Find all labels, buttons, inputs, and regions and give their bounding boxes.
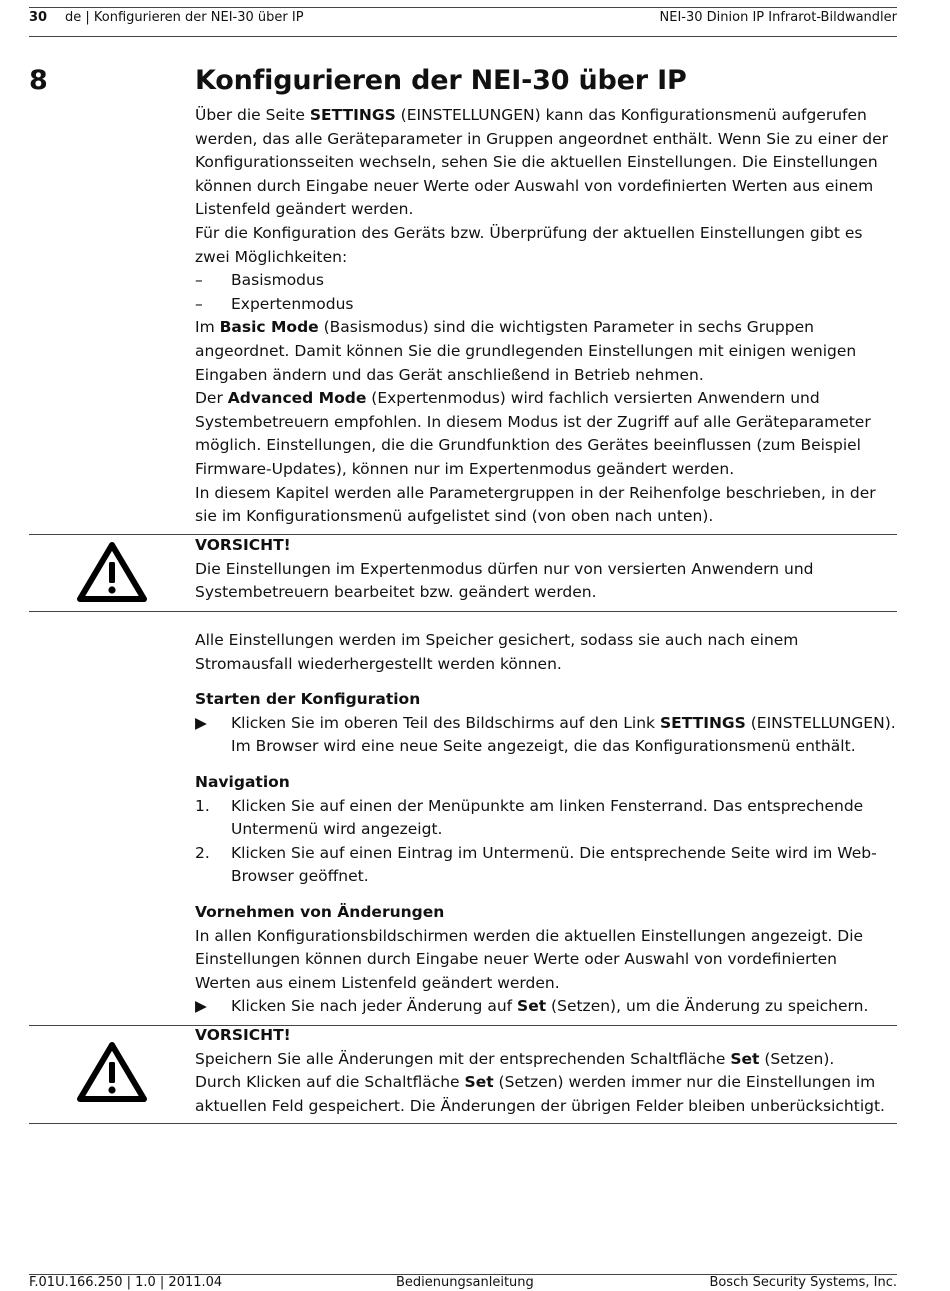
footer-company: Bosch Security Systems, Inc.	[709, 1275, 897, 1290]
arrow-icon: ▶	[195, 713, 207, 732]
header-section-text: de | Konfigurieren der NEI-30 über IP	[65, 10, 304, 25]
start-step: ▶ Klicken Sie im oberen Teil des Bildschirms auf den Link SETTINGS (EINSTELLUNGEN). Im Browser wird eine neue Seite angezeigt, die das Konfigurationsmenü enthält.	[195, 713, 896, 756]
footer-doc-id: F.01U.166.250 | 1.0 | 2011.04	[29, 1275, 223, 1290]
chapter-scope-paragraph: In diesem Kapitel werden alle Parametergruppen in der Reihenfolge beschrieben, in der sie im Konfigurationsmenü aufgelistet sind (von oben nach unten).	[195, 483, 876, 526]
caution-bottom-rule	[29, 611, 897, 612]
chapter-title: Konfigurieren der NEI-30 über IP	[195, 65, 687, 96]
intro-section	[195, 104, 897, 529]
list-item: – Expertenmodus	[195, 294, 354, 313]
arrow-icon: ▶	[195, 997, 207, 1016]
changes-section	[195, 901, 897, 1019]
changes-step: ▶ Klicken Sie nach jeder Änderung auf Set (Setzen), um die Änderung zu speichern.	[195, 995, 897, 1019]
start-heading: Starten der Konfiguration	[195, 690, 421, 708]
intro-paragraph-1: Über die Seite SETTINGS (EINSTELLUNGEN) kann das Konfigurationsmenü aufgerufen werden, das alle Geräteparameter in Gruppen angeordnet enthält. Wenn Sie zu einer der Konfigurationsseiten wechseln, sehen Sie die aktuellen Einstellungen. Die Einstellungen können durch Eingabe neuer Werte oder Auswahl von vordefinierten Werten aus einem Listenfeld geändert werden.	[195, 106, 889, 219]
navigation-heading: Navigation	[195, 773, 290, 791]
caution-line-1: Speichern Sie alle Änderungen mit der entsprechenden Schaltfläche Set (Setzen).	[195, 1049, 835, 1068]
memory-note-text: Alle Einstellungen werden im Speicher gesichert, sodass sie auch nach einem Stromausfall wiederhergestellt werden können.	[195, 631, 799, 673]
header-top-rule	[29, 7, 897, 8]
header-bottom-rule	[29, 36, 897, 37]
list-item: 1. Klicken Sie auf einen der Menüpunkte am linken Fensterrand. Das entsprechende Untermenü wird angezeigt.	[195, 796, 864, 839]
list-item: 2. Klicken Sie auf einen Eintrag im Untermenü. Die entsprechende Seite wird im Web-Browser geöffnet.	[195, 843, 877, 886]
caution-box	[195, 534, 897, 605]
caution-title: VORSICHT!	[195, 536, 291, 554]
caution-line-2: Durch Klicken auf die Schaltfläche Set (Setzen) werden immer nur die Einstellungen im aktuellen Feld gespeichert. Die Änderungen der übrigen Felder bleiben unberücksichtigt.	[195, 1073, 885, 1115]
navigation-section	[195, 771, 897, 889]
caution-text: Die Einstellungen im Expertenmodus dürfen nur von versierten Anwendern und Systembetreuern bearbeitet bzw. geändert werden.	[195, 559, 814, 602]
footer-doc-type: Bedienungsanleitung	[396, 1275, 534, 1290]
intro-paragraph-2: Für die Konfiguration des Geräts bzw. Überprüfung der aktuellen Einstellungen gibt es zwei Möglichkeiten:	[195, 223, 863, 266]
header-product-text: NEI-30 Dinion IP Infrarot-Bildwandler	[659, 10, 897, 25]
warning-triangle-icon	[76, 540, 148, 604]
caution-bottom-rule	[29, 1123, 897, 1124]
memory-note	[195, 629, 897, 676]
start-section	[195, 688, 897, 759]
advanced-mode-paragraph: Der Advanced Mode (Expertenmodus) wird fachlich versierten Anwendern und Systembetreuern empfohlen. In diesem Modus ist der Zugriff auf alle Geräteparameter möglich. Einstellungen, die die Grundfunktion des Gerätes beeinflussen (zum Beispiel Firmware-Updates), können nur im Expertenmodus geändert werden.	[195, 389, 871, 478]
basic-mode-paragraph: Im Basic Mode (Basismodus) sind die wichtigsten Parameter in sechs Gruppen angeordnet. Damit können Sie die grundlegenden Einstellungen mit einigen wenigen Eingaben ändern und das Gerät anschließend in Betrieb nehmen.	[195, 318, 857, 384]
caution-box	[195, 1024, 897, 1118]
caution-title: VORSICHT!	[195, 1026, 291, 1044]
changes-heading: Vornehmen von Änderungen	[195, 903, 445, 921]
page-number: 30	[29, 10, 48, 25]
changes-text: In allen Konfigurationsbildschirmen werden die aktuellen Einstellungen angezeigt. Die Einstellungen können durch Eingabe neuer Werte oder Auswahl von vordefinierten Werten aus einem Listenfeld geändert werden.	[195, 926, 864, 992]
list-item: – Basismodus	[195, 271, 324, 290]
chapter-number: 8	[29, 65, 48, 96]
warning-triangle-icon	[76, 1040, 148, 1104]
